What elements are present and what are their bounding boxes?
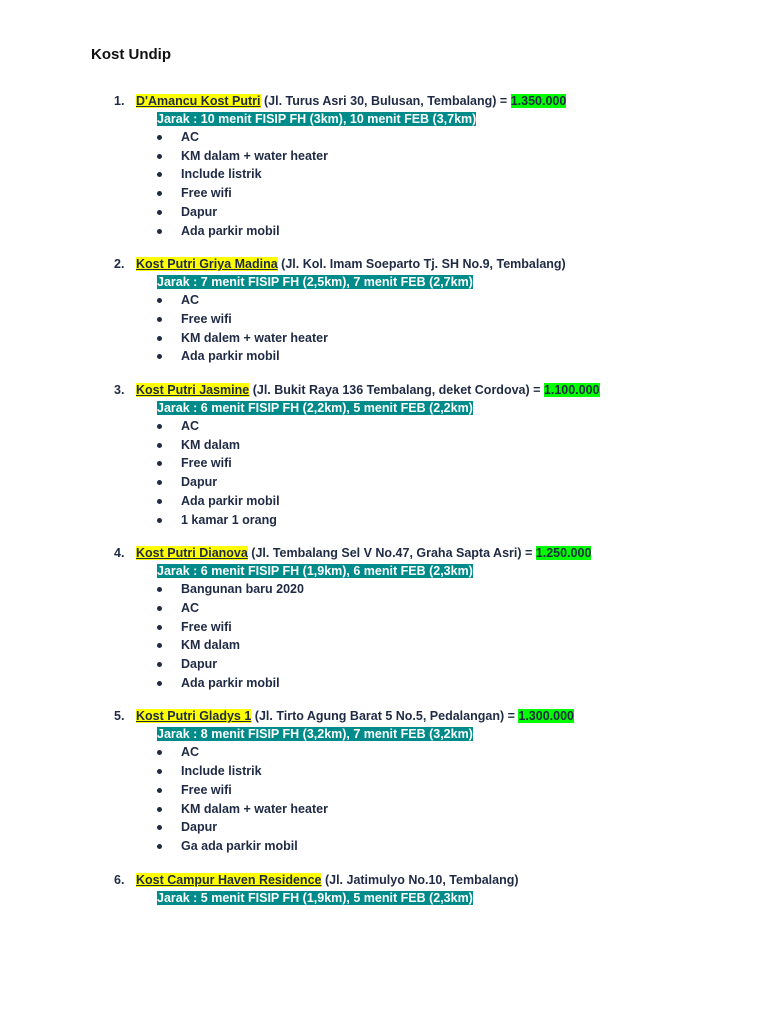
kost-entry-6 <box>0 871 768 907</box>
kost-address: (Jl. Tirto Agung Barat 5 No.5, Pedalangan) = <box>251 709 519 724</box>
bullet-icon <box>157 443 162 448</box>
kost-price: 1.350.000 <box>510 94 567 108</box>
feature-item: Dapur <box>0 473 768 492</box>
entry-heading <box>0 871 768 889</box>
bullet-icon <box>157 298 162 303</box>
feature-item: Bangunan baru 2020 <box>0 580 768 599</box>
bullet-icon <box>157 769 162 774</box>
kost-address: (Jl. Bukit Raya 136 Tembalang, deket Cordova) = <box>249 383 544 398</box>
kost-price: 1.100.000 <box>543 383 600 398</box>
feature-list <box>0 743 768 855</box>
bullet-icon <box>157 461 162 466</box>
bullet-icon <box>157 662 162 667</box>
kost-distance: Jarak : 7 menit FISIP FH (2,5km), 7 menit FEB (2,7km) <box>157 275 473 290</box>
kost-distance: Jarak : 6 menit FISIP FH (1,9km), 6 menit FEB (2,3km) <box>157 564 473 579</box>
feature-item: Free wifi <box>0 184 768 203</box>
bullet-icon <box>157 788 162 793</box>
kost-name: D'Amancu Kost Putri <box>136 94 261 108</box>
kost-name: Kost Putri Jasmine <box>136 383 250 398</box>
bullet-icon <box>157 518 162 523</box>
feature-item: Ada parkir mobil <box>0 222 768 241</box>
feature-list <box>0 291 768 366</box>
kost-distance: Jarak : 5 menit FISIP FH (1,9km), 5 menit FEB (2,3km) <box>157 890 473 905</box>
feature-item: Free wifi <box>0 454 768 473</box>
feature-item: KM dalam <box>0 436 768 455</box>
feature-item: Dapur <box>0 818 768 837</box>
bullet-icon <box>157 625 162 630</box>
kost-name: Kost Campur Haven Residence <box>136 872 322 887</box>
bullet-icon <box>157 191 162 196</box>
kost-price: 1.300.000 <box>518 709 574 724</box>
feature-item: Include listrik <box>0 762 768 781</box>
kost-name: Kost Putri Gladys 1 <box>136 709 252 724</box>
feature-list <box>0 128 768 240</box>
feature-item: KM dalem + water heater <box>0 329 768 348</box>
kost-address: (Jl. Kol. Imam Soeparto Tj. SH No.9, Tembalang) <box>277 257 566 272</box>
feature-item: Include listrik <box>0 165 768 184</box>
kost-entry-3 <box>0 381 768 529</box>
bullet-icon <box>157 336 162 341</box>
kost-entry-5 <box>0 707 768 855</box>
kost-address: (Jl. Jatimulyo No.10, Tembalang) <box>321 872 519 887</box>
bullet-icon <box>157 480 162 485</box>
entry-number: 6. <box>114 872 125 887</box>
kost-distance: Jarak : 8 menit FISIP FH (3,2km), 7 menit FEB (3,2km) <box>157 727 473 742</box>
bullet-icon <box>157 317 162 322</box>
kost-distance: Jarak : 6 menit FISIP FH (2,2km), 5 menit FEB (2,2km) <box>157 401 473 416</box>
entry-heading <box>0 92 768 110</box>
bullet-icon <box>157 807 162 812</box>
kost-distance: Jarak : 10 menit FISIP FH (3km), 10 menit FEB (3,7km) <box>157 112 477 126</box>
feature-item: Ada parkir mobil <box>0 347 768 366</box>
bullet-icon <box>157 681 162 686</box>
feature-item: AC <box>0 291 768 310</box>
kost-entry-4 <box>0 544 768 692</box>
kost-name: Kost Putri Griya Madina <box>136 257 278 272</box>
feature-item: Free wifi <box>0 618 768 637</box>
feature-list <box>0 417 768 529</box>
entry-heading <box>0 255 768 273</box>
bullet-icon <box>157 354 162 359</box>
kost-entry-1 <box>0 92 768 240</box>
feature-item: Ada parkir mobil <box>0 492 768 511</box>
bullet-icon <box>157 825 162 830</box>
kost-address: (Jl. Tembalang Sel V No.47, Graha Sapta Asri) = <box>247 546 536 561</box>
bullet-icon <box>157 210 162 215</box>
feature-item: Free wifi <box>0 310 768 329</box>
feature-item: 1 kamar 1 orang <box>0 511 768 530</box>
feature-item: KM dalam + water heater <box>0 800 768 819</box>
bullet-icon <box>157 135 162 140</box>
bullet-icon <box>157 424 162 429</box>
entry-heading <box>0 381 768 399</box>
entry-heading <box>0 544 768 562</box>
bullet-icon <box>157 587 162 592</box>
feature-item: AC <box>0 743 768 762</box>
feature-item: Ada parkir mobil <box>0 674 768 693</box>
bullet-icon <box>157 499 162 504</box>
entry-number: 2. <box>114 257 125 272</box>
bullet-icon <box>157 643 162 648</box>
entry-number: 4. <box>114 546 125 561</box>
bullet-icon <box>157 229 162 234</box>
feature-item: KM dalam + water heater <box>0 147 768 166</box>
kost-entry-2 <box>0 255 768 366</box>
feature-item: Dapur <box>0 203 768 222</box>
feature-item: Dapur <box>0 655 768 674</box>
kost-address: (Jl. Turus Asri 30, Bulusan, Tembalang) = <box>260 94 511 108</box>
feature-item: Free wifi <box>0 781 768 800</box>
bullet-icon <box>157 606 162 611</box>
document-title: Kost Undip <box>91 46 171 63</box>
feature-list <box>0 580 768 692</box>
feature-item: AC <box>0 128 768 147</box>
entry-number: 1. <box>114 94 125 108</box>
bullet-icon <box>157 154 162 159</box>
feature-item: KM dalam <box>0 636 768 655</box>
feature-item: Ga ada parkir mobil <box>0 837 768 856</box>
feature-item: AC <box>0 417 768 436</box>
kost-name: Kost Putri Dianova <box>136 546 248 561</box>
feature-item: AC <box>0 599 768 618</box>
entry-number: 5. <box>114 709 125 724</box>
kost-price: 1.250.000 <box>535 546 592 561</box>
entry-heading <box>0 707 768 725</box>
bullet-icon <box>157 172 162 177</box>
bullet-icon <box>157 750 162 755</box>
entry-number: 3. <box>114 383 125 398</box>
kost-list <box>0 92 768 922</box>
bullet-icon <box>157 844 162 849</box>
